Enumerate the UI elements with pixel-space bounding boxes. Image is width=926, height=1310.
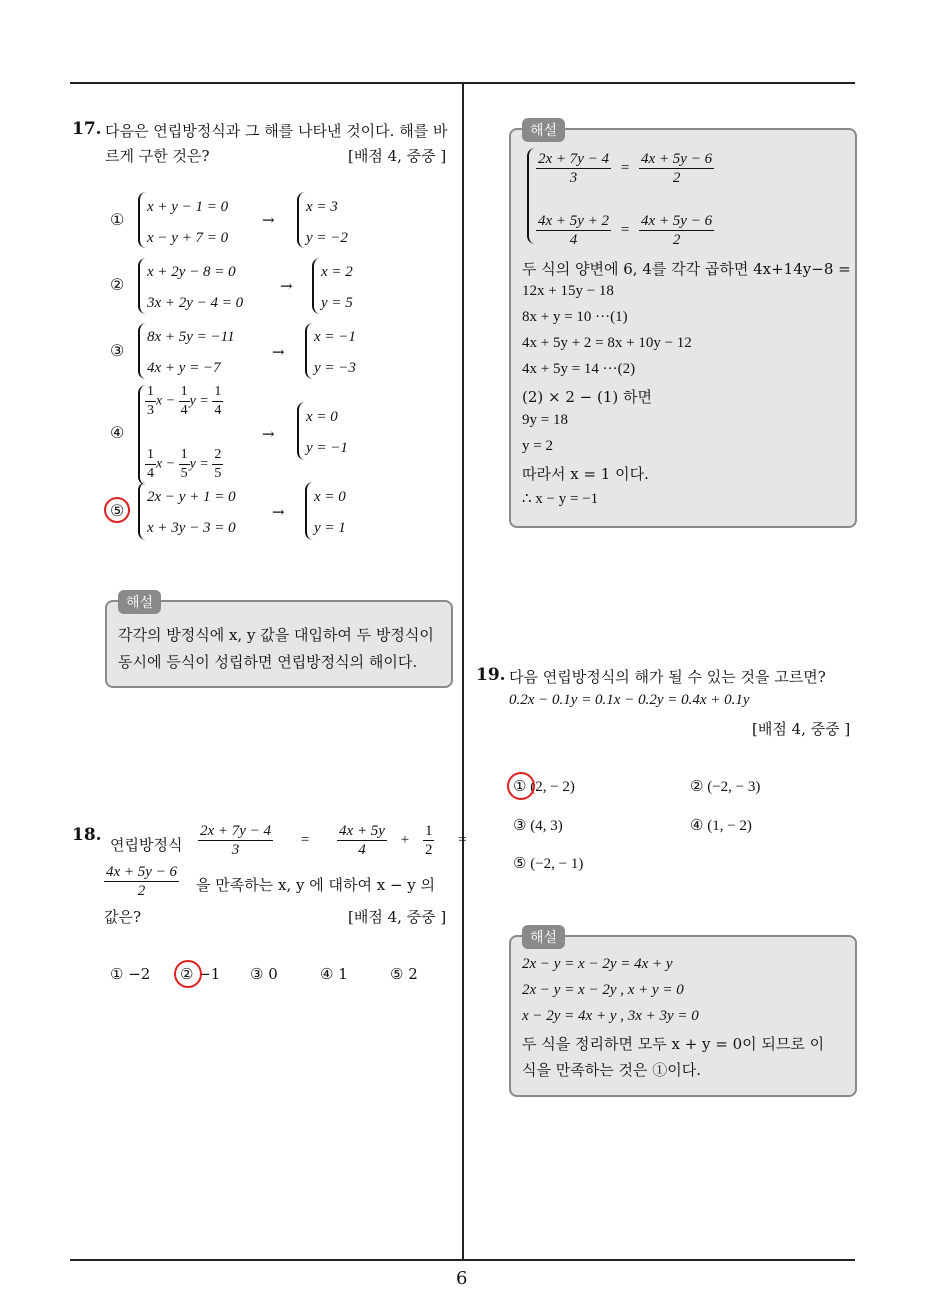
sol18-line: 4x + 5y + 2 = 8x + 10y − 12: [522, 335, 692, 351]
selected-answer-circle: [174, 960, 202, 988]
selected-answer-circle: [104, 497, 130, 523]
arrow-icon: →: [272, 343, 285, 361]
q18-lead: 연립방정식: [110, 836, 183, 854]
sol18-line: 8x + y = 10 ···(1): [522, 309, 628, 325]
column-divider: [462, 82, 464, 1260]
bottom-rule: [70, 1259, 855, 1261]
q18-choice-1[interactable]: ① −2: [110, 965, 151, 983]
q17-solution-line2: 동시에 등식이 성립하면 연립방정식의 해이다.: [118, 653, 418, 671]
arrow-icon: →: [272, 503, 285, 521]
sol18-line: 따라서 x = 1 이다.: [522, 465, 649, 483]
q18-number: 18.: [72, 825, 102, 845]
q18-equation: $\frac{2x + 7y - 4}{3}$ = $\frac{4x + 5y}{4}$ + $\frac{1}{2}$ =: [200, 823, 467, 858]
q19-equation: 0.2x − 0.1y = 0.1x − 0.2y = 0.4x + 0.1y: [509, 692, 750, 708]
sol18-line: 12x + 15y − 18: [522, 283, 614, 299]
q18-score: [배점 4, 중중 ]: [348, 908, 447, 926]
q18-solution-tag: 해설: [522, 118, 565, 142]
sol19-line: 2x − y = x − 2y = 4x + y: [522, 956, 673, 972]
q19-choice-5[interactable]: ⑤ (−2, − 1): [513, 856, 584, 872]
option-mark: ①: [110, 210, 125, 229]
q18-choice-3[interactable]: ③ 0: [250, 965, 278, 983]
q19-score: [배점 4, 중중 ]: [752, 720, 851, 738]
q19-text: 다음 연립방정식의 해가 될 수 있는 것을 고르면?: [509, 668, 826, 686]
q19-solution-tag: 해설: [522, 925, 565, 949]
q19-choice-4[interactable]: ④ (1, − 2): [690, 818, 752, 834]
q19-choice-2[interactable]: ② (−2, − 3): [690, 779, 761, 795]
sol18-line: y = 2: [522, 438, 553, 454]
q17-number: 17.: [72, 119, 102, 139]
sol19-line: 2x − y = x − 2y , x + y = 0: [522, 982, 684, 998]
sol18-line: ∴ x − y = −1: [522, 491, 599, 507]
sol19-line: 두 식을 정리하면 모두 x + y = 0이 되므로 이: [522, 1035, 825, 1053]
sol19-line: 식을 만족하는 것은 ①이다.: [522, 1061, 701, 1079]
q17-text-line1: 다음은 연립방정식과 그 해를 나타낸 것이다. 해를 바: [105, 122, 448, 140]
q17-solution-tag: 해설: [118, 590, 161, 614]
arrow-icon: →: [280, 277, 293, 295]
q18-choice-4[interactable]: ④ 1: [320, 965, 348, 983]
q17-solution-line1: 각각의 방정식에 x, y 값을 대입하여 두 방정식이: [118, 626, 434, 644]
q18-choice-5[interactable]: ⑤ 2: [390, 965, 418, 983]
q17-score: [배점 4, 중중 ]: [348, 147, 447, 165]
sol18-line: (2) × 2 − (1) 하면: [522, 388, 652, 406]
sol18-line: 4x + 5y = 14 ···(2): [522, 361, 636, 377]
sol19-line: x − 2y = 4x + y , 3x + 3y = 0: [522, 1008, 699, 1024]
q18-choice-2[interactable]: ② −1: [180, 965, 221, 983]
arrow-icon: →: [262, 211, 275, 229]
q17-text-line2: 르게 구한 것은?: [105, 147, 210, 165]
q19-choice-3[interactable]: ③ (4, 3): [513, 818, 563, 834]
q19-choice-1[interactable]: ① (2, − 2): [513, 779, 575, 795]
arrow-icon: →: [262, 425, 275, 443]
sol18-line: 두 식의 양변에 6, 4를 각각 곱하면 4x+14y−8 =: [522, 260, 851, 278]
q19-number: 19.: [476, 665, 506, 685]
page-number: 6: [456, 1268, 468, 1289]
q18-tail: 을 만족하는 x, y 에 대하여 x − y 의: [196, 876, 436, 894]
sol18-line: 9y = 18: [522, 412, 568, 428]
q18-tail2: 값은?: [104, 908, 142, 926]
selected-answer-circle: [507, 772, 535, 800]
